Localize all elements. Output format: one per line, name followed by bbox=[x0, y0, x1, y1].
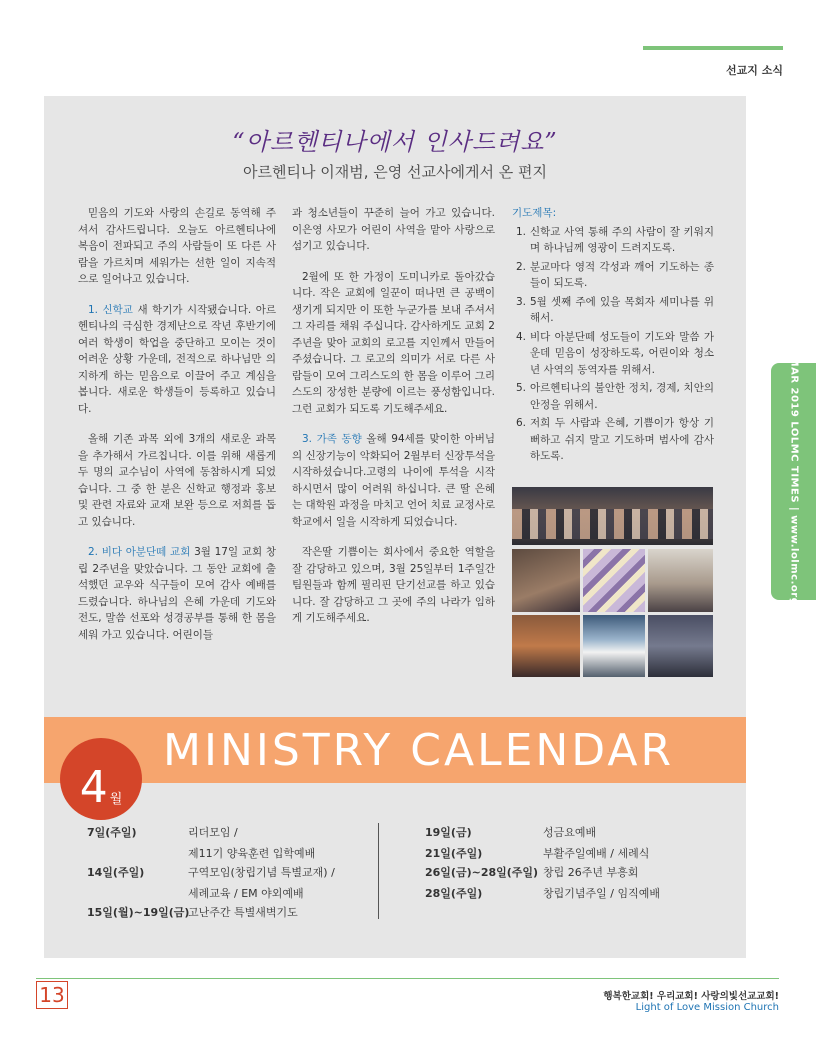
section-body: 새 학기가 시작됐습니다. 아르헨티나의 극심한 경제난으로 작년 후반기에 여러 학생이 학업을 중단하고 모이는 것이 어려운 상황 가운데, 전적으로 하나님만 의지하게 하는 믿음으로 이끌어 주고 계심을 봅니다. 새로운 학생들이 등록하고 있습니다. bbox=[78, 303, 276, 415]
paragraph: 믿음의 기도와 사랑의 손길로 동역해 주셔서 감사드립니다. 오늘도 아르헨티나에 복음이 전파되고 주의 사람들이 또 다른 사람을 가르치며 세워가는 선한 일이 지속적으로 일어나고 있습니다. bbox=[78, 207, 276, 285]
prayer-text: 아르헨티나의 불안한 정치, 경제, 치안의 안정을 위해서. bbox=[530, 382, 714, 411]
photo-tile bbox=[512, 549, 580, 612]
section-body: 올해 94세를 맞이한 아버님의 신장기능이 악화되어 2월부터 신장투석을 시작하셨습니다.고령의 나이에 투석을 시작하시면서 많이 어려워 하십니다. 큰 딸 은혜는 대학원 과정을 마치고 언어 치료 교정사로 학교에서 일을 시작하게 되었습니다. bbox=[292, 433, 495, 528]
footer-slogan: 행복한교회! 우리교회! 사랑의빛선교교회! bbox=[603, 991, 779, 1002]
photo-tile bbox=[512, 615, 580, 677]
page-number: 13 bbox=[36, 981, 68, 1009]
calendar-event: 창립 26주년 부흥회 bbox=[543, 866, 639, 879]
prayer-number: 2. bbox=[516, 260, 527, 273]
paragraph: 과 청소년들이 꾸준히 늘어 가고 있습니다. 이은영 사모가 어린이 사역을 맡아 사랑으로 섬기고 있습니다. bbox=[292, 207, 495, 252]
prayer-text: 5월 셋째 주에 있을 목회자 세미나를 위해서. bbox=[530, 295, 714, 324]
section-body: 3월 17일 교회 창립 2주년을 맞았습니다. 그 동안 교회에 출석했던 교우와 식구들이 모여 감사 예배를 드렸습니다. 하나님의 은혜 가운데 기도와 전도, 말씀 선포와 성경공부를 통해 한 몸을 세워 가고 있습니다. 어린이들 bbox=[78, 546, 276, 641]
photo-tile bbox=[648, 615, 713, 677]
prayer-item bbox=[512, 415, 714, 465]
calendar-date: 15일(월)~19일(금) bbox=[87, 906, 190, 919]
photo-tile bbox=[648, 549, 713, 612]
prayer-item bbox=[512, 380, 714, 413]
paragraph bbox=[292, 431, 495, 530]
photo-collage bbox=[512, 487, 713, 677]
calendar-event: 제11기 양육훈련 입학예배 bbox=[188, 847, 316, 860]
section-heading: 2. 비다 아분단떼 교회 bbox=[88, 546, 191, 558]
prayer-number: 6. bbox=[516, 417, 527, 429]
calendar-date: 28일(주일) bbox=[425, 887, 483, 900]
header-accent-bar bbox=[643, 46, 783, 50]
footer-church-name: Light of Love Mission Church bbox=[635, 1002, 779, 1013]
prayer-text: 신학교 사역 통해 주의 사람이 잘 키워지며 하나님께 영광이 드려지도록. bbox=[530, 225, 714, 254]
month-number: 4 bbox=[79, 762, 108, 813]
paragraph: 올해 기존 과목 외에 3개의 새로운 과목을 추가해서 가르칩니다. 이를 위해 새롭게 두 명의 교수님이 사역에 동참하시게 되었습니다. 그 중 한 분은 신학교 행정과 홍보 및 관련 자료와 교재 보완 등으로 저희를 돕고 있습니다. bbox=[78, 433, 276, 528]
prayer-column bbox=[512, 205, 714, 467]
calendar-event: 고난주간 특별새벽기도 bbox=[188, 906, 298, 919]
month-unit: 월 bbox=[109, 792, 123, 807]
paragraph: 2월에 또 한 가정이 도미니카로 돌아갔습니다. 작은 교회에 일꾼이 떠나면 큰 공백이 생기게 되지만 이 또한 누군가를 보내 주셔서 그 자리를 채워 주십니다. 감사하게도 교회 2주년을 맞아 교회의 로고를 지인께서 만들어 주셨습니다. 그 로고의 의미가 서로 다른 사람들이 모여 그리스도의 한 몸을 이루어 그리스도의 장성한 분량에 이르는 풍성함입니다. 그런 교회가 되도록 기도해주세요. bbox=[292, 270, 495, 415]
calendar-event: 세례교육 / EM 야외예배 bbox=[188, 887, 304, 900]
prayer-item bbox=[512, 224, 714, 257]
calendar-divider bbox=[378, 823, 379, 919]
article-column-1 bbox=[78, 205, 276, 643]
prayer-list bbox=[512, 224, 714, 465]
footer-rule bbox=[36, 978, 779, 979]
prayer-number: 5. bbox=[516, 382, 527, 394]
article-subheadline: 아르헨티나 이재범, 은영 선교사에게서 온 편지 bbox=[243, 163, 547, 181]
calendar-event: 성금요예배 bbox=[543, 826, 597, 839]
prayer-item bbox=[512, 329, 714, 379]
paragraph bbox=[78, 302, 276, 418]
article-column-2 bbox=[292, 205, 495, 627]
prayer-text: 비다 아분단떼 성도들이 기도와 말씀 가운데 믿음이 성장하도록, 어린이와 청소년 사역의 동역자를 위해서. bbox=[530, 330, 714, 376]
prayer-text: 저희 두 사람과 은혜, 기쁨이가 항상 기뻐하고 쉬지 말고 기도하며 범사에 감사하도록. bbox=[530, 417, 714, 462]
side-tab-text: MAR 2019 LOLMC TIMES | www.lolmc.org bbox=[788, 356, 800, 606]
prayer-text: 분교마다 영적 각성과 깨어 기도하는 종들이 되도록. bbox=[530, 260, 714, 289]
section-heading: 3. 가족 동향 bbox=[302, 433, 362, 445]
article-headline: “아르헨티나에서 인사드려요” bbox=[232, 128, 558, 156]
calendar-title: MINISTRY CALENDAR bbox=[163, 725, 675, 776]
calendar-date: 19일(금) bbox=[425, 826, 472, 839]
calendar-date: 26일(금)~28일(주일) bbox=[425, 866, 539, 879]
paragraph bbox=[78, 544, 276, 643]
calendar-date: 21일(주일) bbox=[425, 847, 483, 860]
section-label: 선교지 소식 bbox=[726, 64, 783, 77]
prayer-number: 4. bbox=[516, 330, 527, 343]
month-badge bbox=[60, 738, 142, 820]
paragraph: 작은딸 기쁨이는 회사에서 중요한 역할을 잘 감당하고 있으며, 3월 25일부터 1주일간 팀원들과 함께 필리핀 단기선교를 하고 있습니다. 잘 감당하고 그 곳에 주의 나라가 임하게 기도해주세요. bbox=[292, 546, 495, 624]
section-heading: 1. 신학교 bbox=[88, 303, 133, 316]
calendar-date: 7일(주일) bbox=[87, 826, 137, 839]
calendar-event: 창립기념주일 / 임직예배 bbox=[543, 887, 660, 900]
prayer-title: 기도제목: bbox=[512, 207, 557, 219]
calendar-event: 리더모임 / bbox=[188, 826, 238, 839]
photo-tile bbox=[583, 549, 645, 612]
photo-tile bbox=[583, 615, 645, 677]
prayer-number: 1. bbox=[516, 225, 527, 238]
prayer-item bbox=[512, 294, 714, 327]
calendar-event: 구역모임(창립기념 특별교재) / bbox=[188, 866, 335, 879]
group-photo bbox=[512, 487, 713, 545]
calendar-date: 14일(주일) bbox=[87, 866, 145, 879]
prayer-number: 3. bbox=[516, 295, 527, 308]
calendar-event: 부활주일예배 / 세례식 bbox=[543, 847, 650, 860]
prayer-item bbox=[512, 259, 714, 292]
